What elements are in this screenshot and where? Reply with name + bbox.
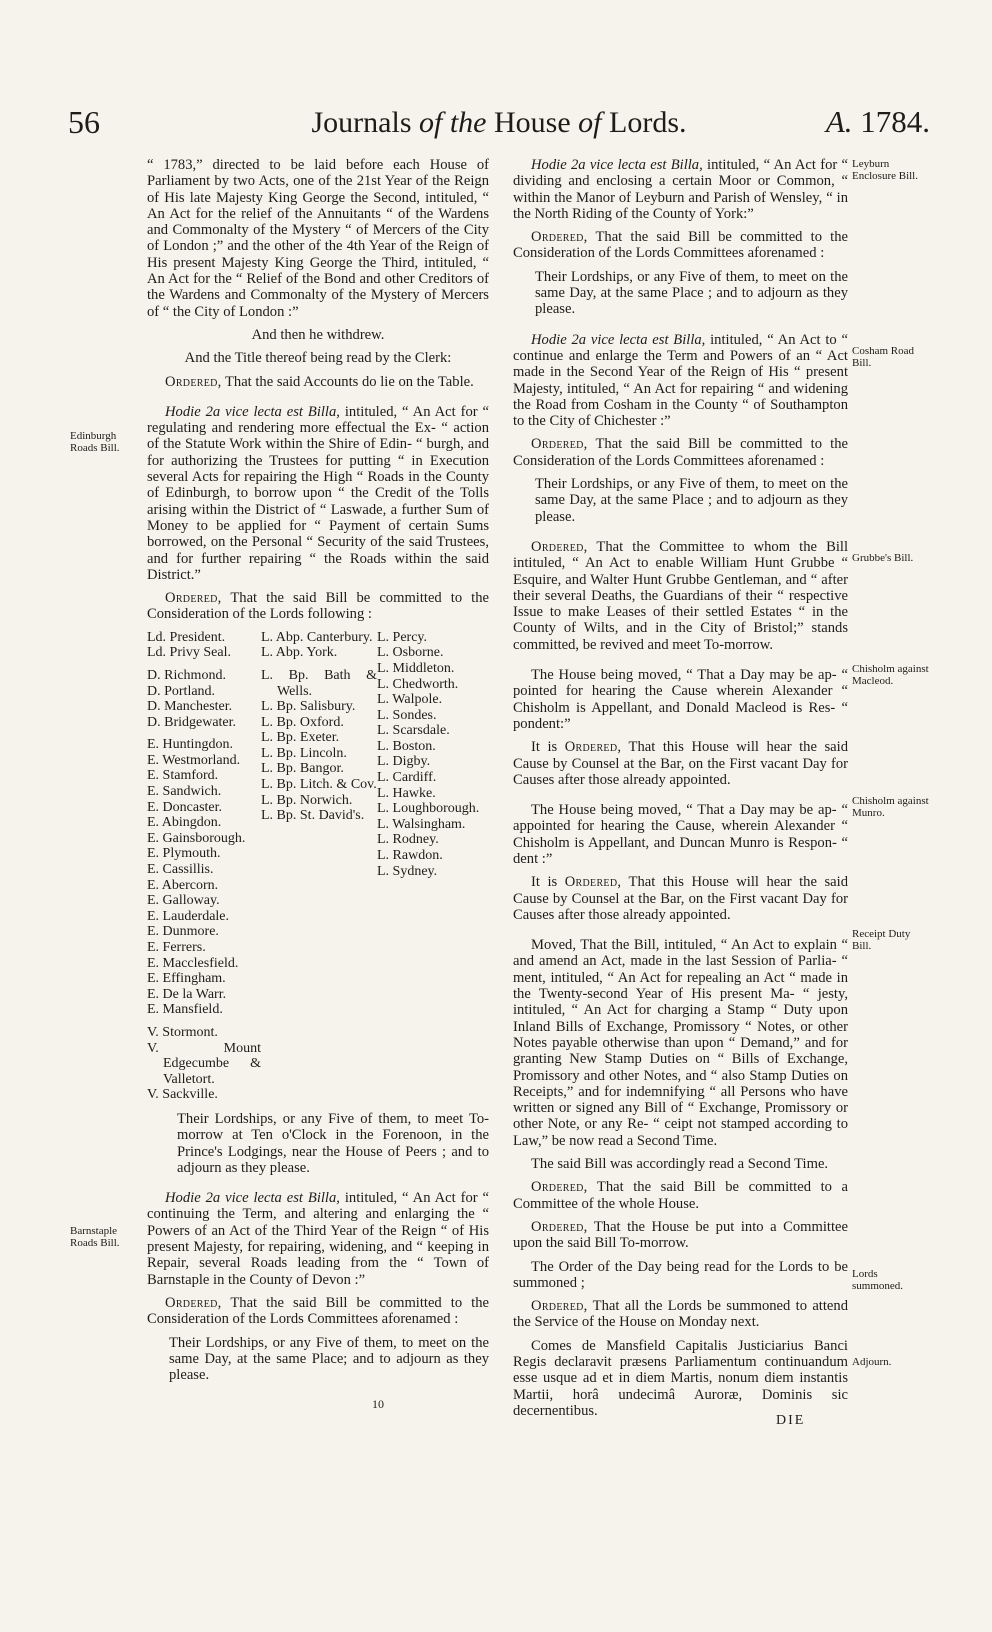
list-item: L. Rawdon. (377, 848, 443, 864)
paragraph-lords-summoned: Ordered, That all the Lords be summoned to attend the Service of the House on Monday next. (513, 1298, 848, 1331)
paragraph-whole-house: Ordered, That the said Bill be committed to a Committee of the whole House. (513, 1179, 848, 1212)
list-item: E. Galloway. (147, 893, 220, 909)
list-item: L. Bp. Norwich. (261, 792, 353, 808)
list-item: L. Percy. (377, 629, 428, 645)
lords-list-column-2 (261, 630, 377, 1103)
list-item: E. Gainsborough. (147, 830, 246, 846)
list-item: L. Boston. (377, 738, 436, 754)
list-item: E. Cassillis. (147, 862, 214, 878)
list-item: L. Bp. Bath & Wells. (261, 667, 377, 699)
list-item: L. Digby. (377, 754, 431, 770)
paragraph-chisholm-munro-motion: The House being moved, “ That a Day may be ap- “ appointed for hearing the Cause, wherein Alexander “ Chisholm is Appellant, and Duncan Munro is Respon- “ dent :” (513, 802, 848, 867)
margin-note-chisholm-munro: Chisholm against Munro. (852, 795, 929, 819)
list-item: L. Sydney. (377, 863, 438, 879)
list-item: L. Bp. Exeter. (261, 730, 340, 746)
lords-list-column-3 (377, 630, 489, 1103)
paragraph-chisholm-munro-order: It is Ordered, That this House will hear the said Cause by Counsel at the Bar, on the First vacant Day for Causes after those already appointed. (513, 874, 848, 923)
list-item: E. Westmorland. (147, 752, 241, 768)
catchword: DIE (776, 1413, 806, 1428)
list-item: L. Cardiff. (377, 770, 437, 786)
list-item: L. Chedworth. (377, 676, 459, 692)
paragraph-grubbe-bill: Ordered, That the Committee to whom the Bill intituled, “ An Act to enable William Hunt Grubbe “ Esquire, and Walter Hunt Grubbe Gentleman, and “ after their several Deaths, the Guardians of their “ respective Issue to make Leases of their settled Estates “ in the County of Wilts, and in the City of Bristol;” stands committed, be revived and meet To-morrow. (513, 538, 848, 653)
list-item: E. Effingham. (147, 971, 226, 987)
margin-note-cosham: Cosham Road Bill. (852, 345, 915, 369)
paragraph-withdrew: And then he withdrew. (251, 326, 385, 343)
list-item: E. Plymouth. (147, 846, 221, 862)
running-title: Journals of the House of Lords. (311, 106, 687, 139)
list-item: E. Mansfield. (147, 1002, 223, 1018)
list-item: L. Walpole. (377, 692, 443, 708)
paragraph-adjournment: Comes de Mansfield Capitalis Justiciarius Banci Regis declaravit præsens Parliamentum continuandum esse usque ad et in diem Martis, nonum diem instantis Martii, horâ undecimâ Auroræ, Dominis sic decernentibus. (513, 1337, 848, 1419)
list-item: L. Osborne. (377, 645, 444, 661)
margin-note-grubbe: Grubbe's Bill. (852, 552, 914, 564)
list-item: L. Walsingham. (377, 816, 466, 832)
page-number: 56 (68, 104, 100, 140)
lords-list-column-1 (147, 630, 261, 1103)
list-item: E. De la Warr. (147, 986, 227, 1002)
list-item: D. Manchester. (147, 699, 233, 715)
margin-note-receipt-duty: Receipt Duty Bill. (852, 928, 911, 952)
list-item: E. Stamford. (147, 768, 219, 784)
list-item: D. Richmond. (147, 667, 226, 683)
paragraph-cosham-committed: Ordered, That the said Bill be committed to the Consideration of the Lords Committees aforenamed : (513, 436, 848, 469)
list-item: V. Stormont. (147, 1024, 218, 1040)
list-item: Ld. Privy Seal. (147, 645, 231, 661)
list-item: L. Bp. Bangor. (261, 761, 344, 777)
list-item: D. Portland. (147, 683, 216, 699)
paragraph-barnstaple-bill: Hodie 2a vice lecta est Billa, intituled, “ An Act for “ continuing the Term, and altering and enlarging the “ Powers of an Act of the Third Year of the Reign “ of His present Majesty, for repairing, widening, and “ keeping in Repair, several Roads leading from the “ Town of Barnstaple in the County of Devon :” (147, 1190, 489, 1288)
paragraph-edinburgh-committed: Ordered, That the said Bill be committed to the Consideration of the Lords following : (147, 590, 489, 623)
paragraph-order-of-day: The Order of the Day being read for the Lords to be summoned ; (513, 1258, 848, 1291)
list-item: D. Bridgewater. (147, 714, 237, 730)
list-item: L. Loughborough. (377, 801, 480, 817)
list-item: E. Abingdon. (147, 815, 222, 831)
list-item: E. Doncaster. (147, 799, 223, 815)
paragraph-mercers-accounts: “ 1783,” directed to be laid before each House of Parliament by two Acts, one of the 21st Year of the Reign of His late Majesty King George the Second, intituled, “ An Act for the relief of the Annuitants “ of the Wardens and Commonalty of the Mystery “ of Mercers of the City of London ;” and the other of the 4th Year of the Reign of His present Majesty King George the Third, intituled, “ An Act for the “ Relief of the Bond and other Creditors of the Wardens and Commonalty of the Mystery of Mercers of “ the City of London :” (147, 157, 489, 320)
paragraph-meet-tomorrow: Their Lordships, or any Five of them, to meet To-morrow at Ten o'Clock in the Forenoon, in the Prince's Lodgings, near the House of Peers ; and to adjourn as they please. (177, 1110, 489, 1176)
list-item: L. Scarsdale. (377, 723, 450, 739)
page-header (68, 104, 930, 150)
list-item: E. Macclesfield. (147, 955, 239, 971)
margin-note-leyburn: Leyburn Enclosure Bill. (852, 158, 918, 182)
margin-note-adjourn: Adjourn. (852, 1356, 892, 1368)
left-column (147, 157, 489, 1390)
signature-number: 10 (372, 1397, 384, 1411)
paragraph-chisholm-macleod-motion: The House being moved, “ That a Day may be ap- “ pointed for hearing the Cause wherein Alexander “ Chisholm is Appellant, and Donald Macleod is Res- “ pondent:” (513, 667, 848, 732)
paragraph-cosham-bill: Hodie 2a vice lecta est Billa, intituled, “ An Act to “ continue and enlarge the Term and Powers of an “ Act made in the Second Year of the Reign of His “ present Majesty, intituled, “ An Act for repairing “ and widening the Road from Cosham in the County “ of Southampton to the City of Chichester :” (513, 331, 848, 430)
margin-note-barnstaple: Barnstaple Roads Bill. (70, 1225, 120, 1249)
margin-note-chisholm-macleod: Chisholm against Macleod. (852, 663, 929, 687)
paragraph-leyburn-bill: Hodie 2a vice lecta est Billa, intituled, “ An Act for “ dividing and enclosing a certain Moor or Common, “ within the Manor of Leyburn and Parish of Wensley, “ in the North Riding of the County of York:” (513, 157, 848, 222)
paragraph-leyburn-meet: Their Lordships, or any Five of them, to meet on the same Day, at the same Place ; and to adjourn as they please. (535, 268, 848, 318)
margin-note-edinburgh: Edinburgh Roads Bill. (70, 430, 120, 454)
paragraph-chisholm-macleod-order: It is Ordered, That this House will hear the said Cause by Counsel at the Bar, on the First vacant Day for Causes after those already appointed. (513, 739, 848, 788)
list-item: E. Dunmore. (147, 924, 219, 940)
list-item: E. Lauderdale. (147, 908, 230, 924)
list-item: L. Bp. St. David's. (261, 808, 365, 824)
list-item: L. Hawke. (377, 785, 436, 801)
list-item: Ld. President. (147, 629, 226, 645)
list-item: E. Ferrers. (147, 940, 206, 955)
paragraph-title-read: And the Title thereof being read by the Clerk: (184, 350, 452, 367)
paragraph-edinburgh-bill: Hodie 2a vice lecta est Billa, intituled, “ An Act for “ regulating and rendering more effectual the Ex- “ action of the Statute Work within the Shire of Edin- “ burgh, and for authorizing the Trustees for putting “ in Execution several Acts for repairing the High “ Roads in the County of Edinburgh, to borrow upon “ the Credit of the Tolls arising within the District of “ Laswade, a further Sum of Money to be applied for “ Payment of certain Sums borrowed, on the Personal “ Security of the said Trustees, and for further repairing “ the Roads within the said District.” (147, 403, 489, 583)
list-item: L. Bp. Oxford. (261, 714, 344, 730)
list-item: L. Rodney. (377, 832, 439, 848)
paragraph-leyburn-committed: Ordered, That the said Bill be committed to the Consideration of the Lords Committees aforenamed : (513, 229, 848, 262)
list-item: E. Sandwich. (147, 784, 222, 800)
list-item: L. Middleton. (377, 660, 455, 676)
paragraph-barnstaple-committed: Ordered, That the said Bill be committed to the Consideration of the Lords Committees aforenamed : (147, 1294, 489, 1328)
paragraph-accounts-lie: Ordered, That the said Accounts do lie on the Table. (165, 373, 474, 390)
list-item: L. Sondes. (377, 707, 437, 723)
paragraph-barnstaple-meet: Their Lordships, or any Five of them, to meet on the same Day, at the same Place; and to adjourn as they please. (169, 1334, 489, 1384)
list-item: L. Bp. Salisbury. (261, 699, 356, 715)
list-item: L. Abp. York. (261, 645, 338, 661)
paragraph-second-reading: The said Bill was accordingly read a Second Time. (531, 1156, 829, 1173)
list-item: L. Bp. Lincoln. (261, 745, 347, 761)
paragraph-cosham-meet: Their Lordships, or any Five of them, to meet on the same Day, at the same Place ; and to adjourn as they please. (535, 476, 848, 525)
list-item: V. Mount Edgecumbe & Valletort. (147, 1040, 261, 1087)
list-item: V. Sackville. (147, 1087, 218, 1103)
lords-committee-list (147, 630, 489, 1103)
list-item: L. Bp. Litch. & Cov. (261, 777, 377, 793)
paragraph-committee-tomorrow: Ordered, That the House be put into a Committee upon the said Bill To-morrow. (513, 1218, 848, 1252)
list-item: L. Abp. Canterbury. (261, 629, 373, 645)
list-item: E. Abercorn. (147, 877, 219, 893)
margin-note-lords-summoned: Lords summoned. (852, 1268, 904, 1292)
right-column (513, 157, 848, 1426)
paragraph-receipt-duty-bill: Moved, That the Bill, intituled, “ An Act to explain “ and amend an Act, made in the last Session of Parlia- “ ment, intituled, “ An Act for repealing an Act “ made in the Twenty-second Year of His present Ma- “ jesty, intituled, “ An Act for charging a Stamp “ Duty upon Inland Bills of Exchange, Promissory “ Notes, or other Notes payable otherwise than upon “ Demand,” and for granting New Stamp Duties on “ Bills of Exchange, Promissory and other Notes, and “ also Stamp Duties on Receipts,” and for indemnifying “ all Persons who have written or signed any Bill of “ Exchange, Promissory or other Note, or any Re- “ ceipt not stamped according to Law,” be now read a Second Time. (513, 937, 848, 1149)
year: A. 1784. (825, 104, 930, 139)
list-item: E. Huntingdon. (147, 737, 233, 753)
